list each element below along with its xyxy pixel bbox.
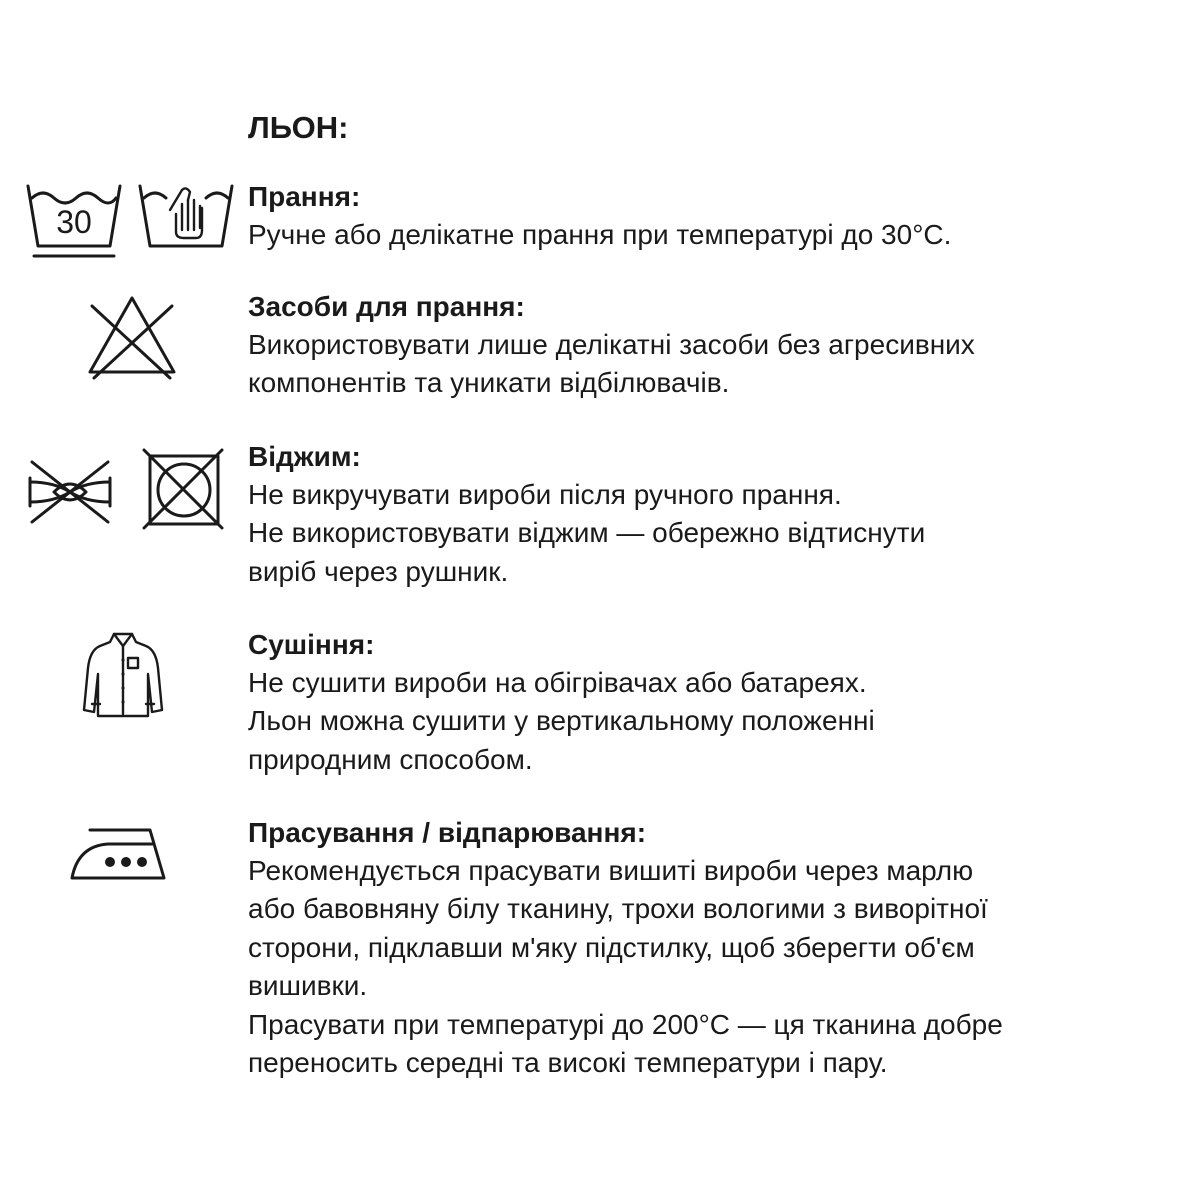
section-text-line: Не сушити вироби на обігрівачах або батареях. bbox=[248, 667, 867, 698]
section-ironing bbox=[248, 816, 1188, 1082]
section-detergents bbox=[248, 290, 1188, 403]
section-text-line: Льон можна сушити у вертикальному положенні bbox=[248, 705, 875, 737]
section-text-line: виріб через рушник. bbox=[248, 555, 509, 587]
section-drying bbox=[248, 628, 1188, 779]
section-text-line: Використовувати лише делікатні засоби без агресивних bbox=[248, 329, 975, 360]
no-bleach-icon bbox=[84, 292, 180, 382]
section-text-line: Ручне або делікатне прання при температурі до 30°C. bbox=[248, 219, 952, 250]
section-text-line: компонентів та уникати відбілювачів. bbox=[248, 367, 730, 399]
wash-30-icon bbox=[24, 180, 124, 260]
section-heading: Віджим: bbox=[248, 441, 361, 472]
section-heading: Засоби для прання: bbox=[248, 291, 525, 322]
section-text-line: або бавовняну білу тканину, трохи вологими з виворітної bbox=[248, 893, 988, 925]
section-spinning bbox=[248, 440, 1188, 591]
section-heading: Сушіння: bbox=[248, 629, 375, 660]
hand-wash-icon bbox=[136, 180, 236, 250]
section-text-line: вишивки. bbox=[248, 970, 368, 1002]
section-text-line: Не використовувати віджим — обережно відтиснути bbox=[248, 517, 926, 549]
section-text-line: сторони, підклавши м'яку підстилку, щоб зберегти об'єм bbox=[248, 931, 975, 963]
iron-three-dots-icon bbox=[68, 820, 168, 884]
section-text-line: природним способом. bbox=[248, 743, 533, 775]
section-text-line: Рекомендується прасувати вишиті вироби через марлю bbox=[248, 855, 974, 886]
section-heading: Прання: bbox=[248, 181, 361, 212]
page-title: ЛЬОН: bbox=[248, 110, 349, 145]
section-heading: Прасування / відпарювання: bbox=[248, 817, 647, 848]
section-text-line: Прасувати при температурі до 200°C — ця тканина добре bbox=[248, 1008, 1003, 1040]
section-washing bbox=[248, 180, 1188, 254]
wash-temp-label: 30 bbox=[56, 204, 92, 240]
section-text-line: переносить середні та високі температури і пару. bbox=[248, 1047, 888, 1079]
section-text-line: Не викручувати вироби після ручного прання. bbox=[248, 479, 842, 510]
no-tumble-dry-icon bbox=[140, 446, 226, 532]
no-wring-icon bbox=[24, 458, 116, 526]
shirt-hang-dry-icon bbox=[80, 628, 166, 720]
